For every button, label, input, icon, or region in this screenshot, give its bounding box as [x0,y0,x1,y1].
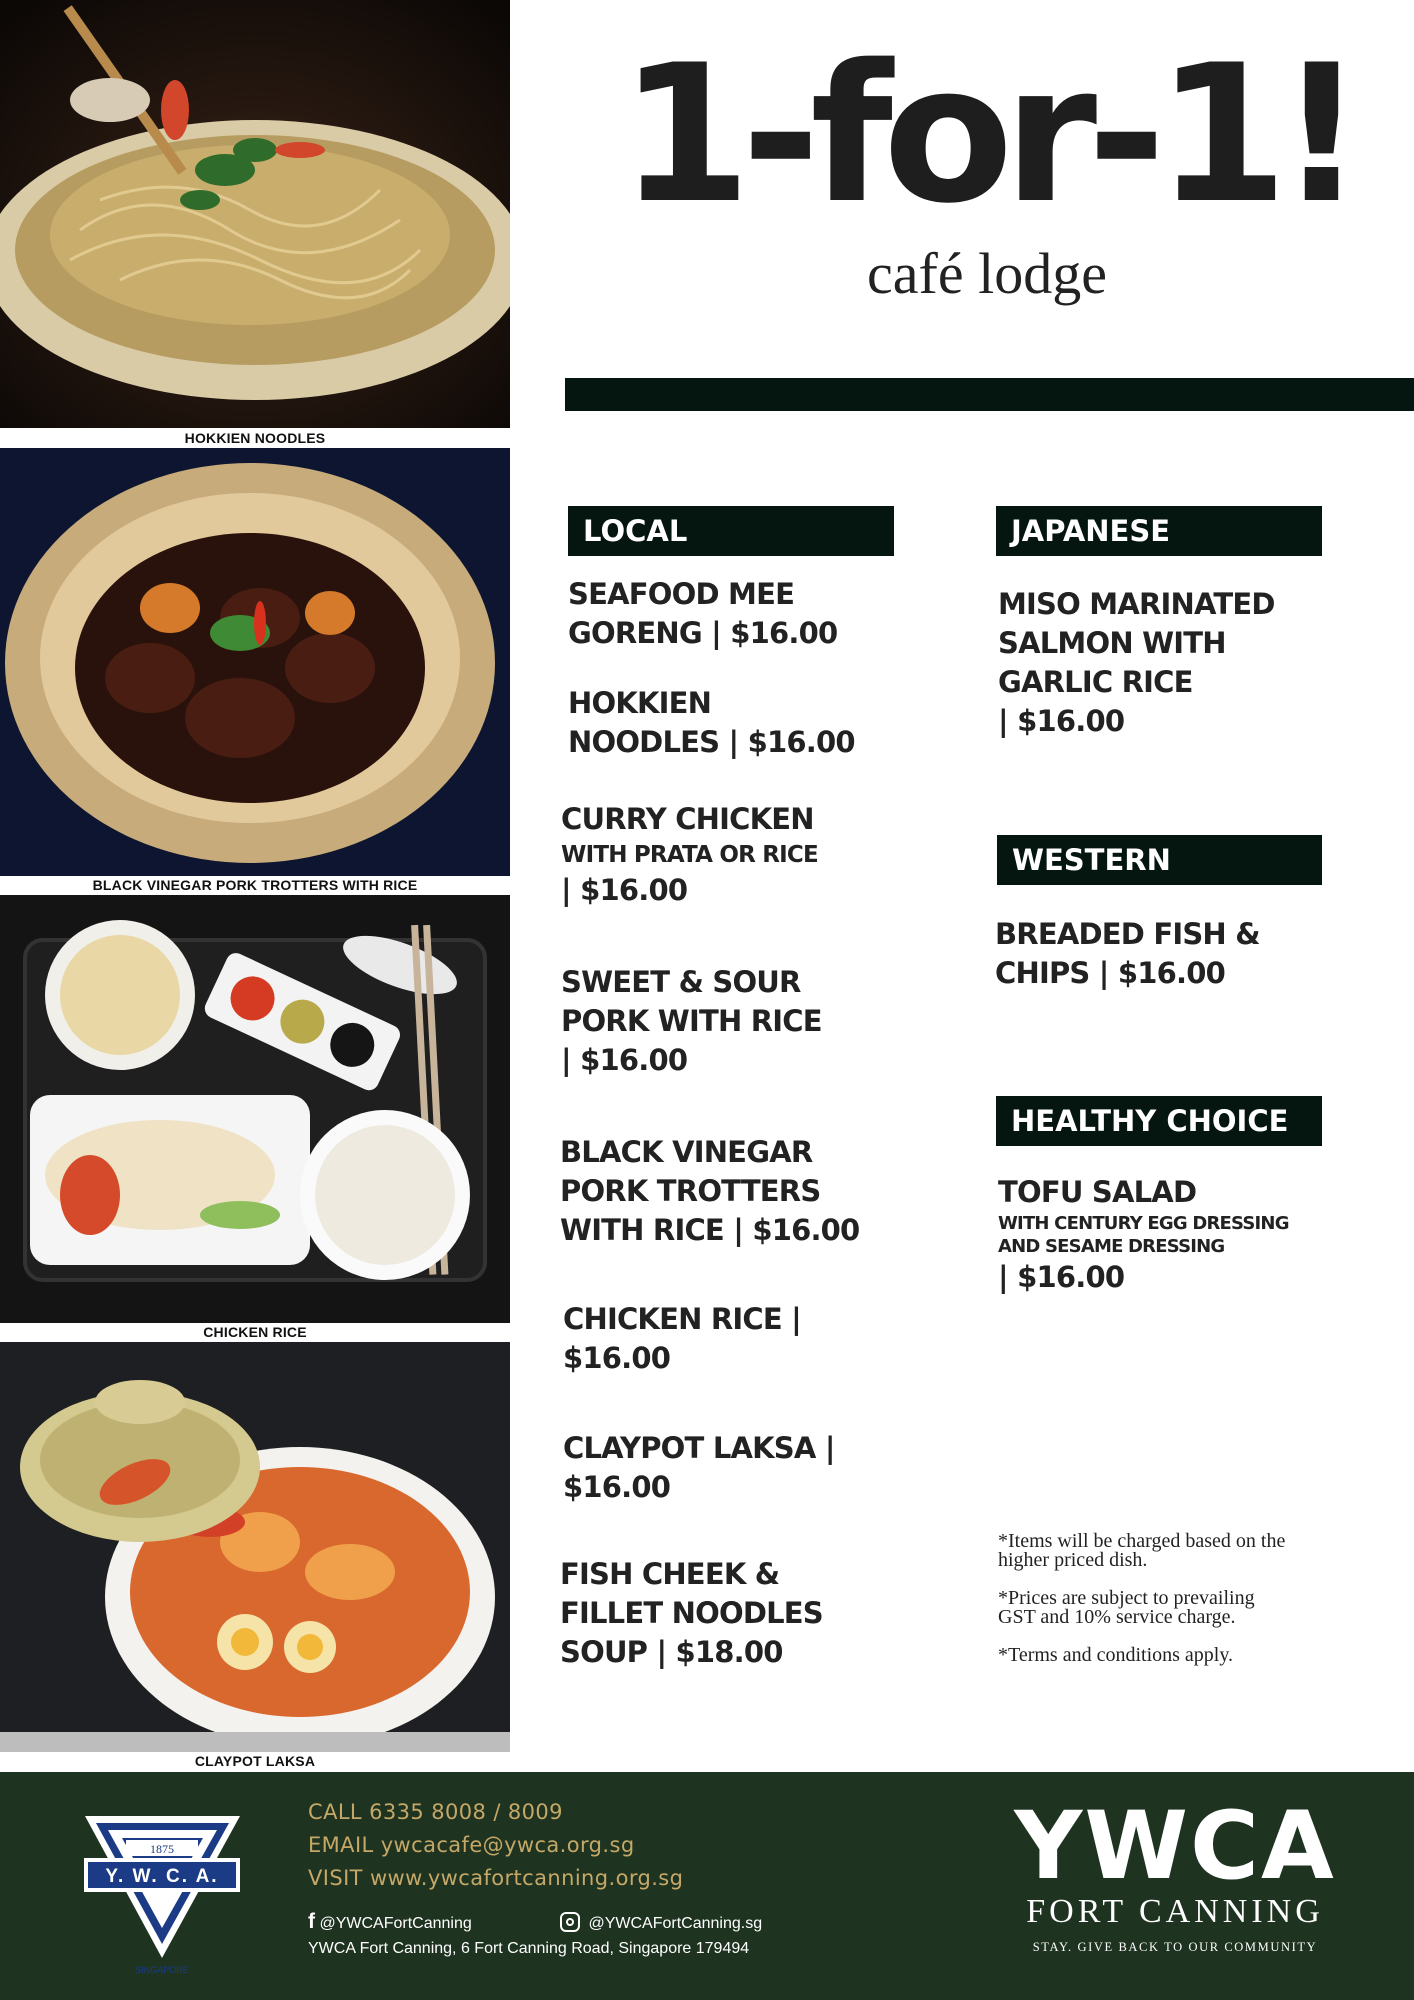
address: YWCA Fort Canning, 6 Fort Canning Road, Singapore 179494 [308,1940,750,1957]
menu-item-chicken-rice [563,1300,801,1378]
item-line: NOODLES | $16.00 [568,725,855,759]
item-line: GORENG | $16.00 [568,616,838,650]
logo-text: Y. W. C. A. [105,1866,219,1887]
instagram-icon [560,1912,580,1932]
item-line: FISH CHEEK & [560,1557,780,1591]
photo-chicken-rice [0,895,510,1323]
item-price: | $16.00 [561,1043,688,1077]
title-divider-bar [565,378,1414,411]
item-line: HOKKIEN [568,686,712,720]
item-line: SOUP | $18.00 [560,1635,783,1669]
note-line: *Terms and conditions apply. [998,1644,1234,1666]
item-line: CLAYPOT LAKSA | [563,1431,835,1465]
caption-hokkien-noodles: HOKKIEN NOODLES [184,430,326,446]
instagram-label: @YWCAFortCanning.sg [588,1915,763,1932]
section-header-local: LOCAL [568,506,894,556]
caption-black-vinegar-pork: BLACK VINEGAR PORK TROTTERS WITH RICE [92,877,418,893]
item-price: | $16.00 [998,704,1125,738]
item-subline: WITH PRATA OR RICE [561,842,818,868]
section-header-western: WESTERN [997,835,1322,885]
note-gst [998,1589,1358,1627]
item-line: SALMON WITH [998,626,1226,660]
facebook-handle[interactable] [308,1910,472,1934]
item-line: FILLET NOODLES [560,1596,823,1630]
contact-phone[interactable]: CALL 6335 8008 / 8009 [308,1800,563,1824]
photo-black-vinegar-pork [0,448,510,876]
item-line: WITH RICE | $16.00 [560,1213,860,1247]
logo-year: 1875 [150,1842,174,1856]
note-line: higher priced dish. [998,1549,1148,1571]
item-line: PORK WITH RICE [561,1004,822,1038]
item-subline: WITH CENTURY EGG DRESSING [998,1213,1289,1234]
note-line: GST and 10% service charge. [998,1606,1236,1628]
headline: 1-for-1! [619,24,1355,245]
logo-country: SINGAPORE [135,1965,189,1975]
item-line: BREADED FISH & [995,917,1260,951]
item-line: SEAFOOD MEE [568,577,795,611]
contact-website[interactable]: VISIT www.ywcafortcanning.org.sg [308,1866,684,1890]
instagram-handle[interactable] [560,1912,762,1933]
menu-item-seafood-mee-goreng [568,575,837,653]
item-price: $16.00 [563,1470,671,1504]
menu-item-black-vinegar-pork [560,1133,859,1250]
item-price: $16.00 [563,1341,671,1375]
note-terms [998,1646,1358,1665]
caption-claypot-laksa: CLAYPOT LAKSA [194,1753,316,1769]
menu-item-hokkien-noodles [568,684,855,762]
item-line: BLACK VINEGAR [560,1135,813,1169]
menu-item-fish-cheek-noodles [560,1555,823,1672]
item-line: MISO MARINATED [998,587,1275,621]
item-line: PORK TROTTERS [560,1174,821,1208]
menu-item-tofu-salad [998,1173,1289,1297]
menu-item-breaded-fish-chips [995,915,1260,993]
contact-email[interactable]: EMAIL ywcacafe@ywca.org.sg [308,1833,635,1857]
item-price: | $16.00 [561,873,688,907]
item-line: GARLIC RICE [998,665,1193,699]
item-line: CURRY CHICKEN [561,802,814,836]
cafe-name: café lodge [867,241,1107,306]
note-line: *Prices are subject to prevailing [998,1587,1255,1609]
item-line: CHICKEN RICE | [563,1302,801,1336]
brand-fort-canning: FORT CANNING [1026,1893,1324,1930]
item-line: CHIPS | $16.00 [995,956,1225,990]
item-subline: AND SESAME DRESSING [998,1236,1225,1257]
item-line: TOFU SALAD [998,1175,1197,1209]
menu-item-claypot-laksa [563,1429,835,1507]
menu-item-sweet-sour-pork [561,963,822,1080]
facebook-icon: f [308,1910,315,1933]
brand-tagline: STAY. GIVE BACK TO OUR COMMUNITY [1032,1940,1318,1954]
section-header-japanese: JAPANESE [996,506,1322,556]
note-pricing-basis [998,1532,1358,1570]
menu-item-miso-salmon [998,585,1275,741]
item-line: SWEET & SOUR [561,965,801,999]
brand-ywca-wordmark: YWCA [1014,1792,1336,1901]
facebook-label: @YWCAFortCanning [319,1915,472,1932]
item-price: | $16.00 [998,1260,1125,1294]
note-line: *Items will be charged based on the [998,1530,1286,1552]
photo-claypot-laksa [0,1342,510,1752]
photo-hokkien-noodles [0,0,510,428]
menu-item-curry-chicken [561,800,818,910]
ywca-triangle-logo [80,1810,245,1980]
section-header-healthy-choice: HEALTHY CHOICE [996,1096,1322,1146]
caption-chicken-rice: CHICKEN RICE [203,1324,307,1340]
